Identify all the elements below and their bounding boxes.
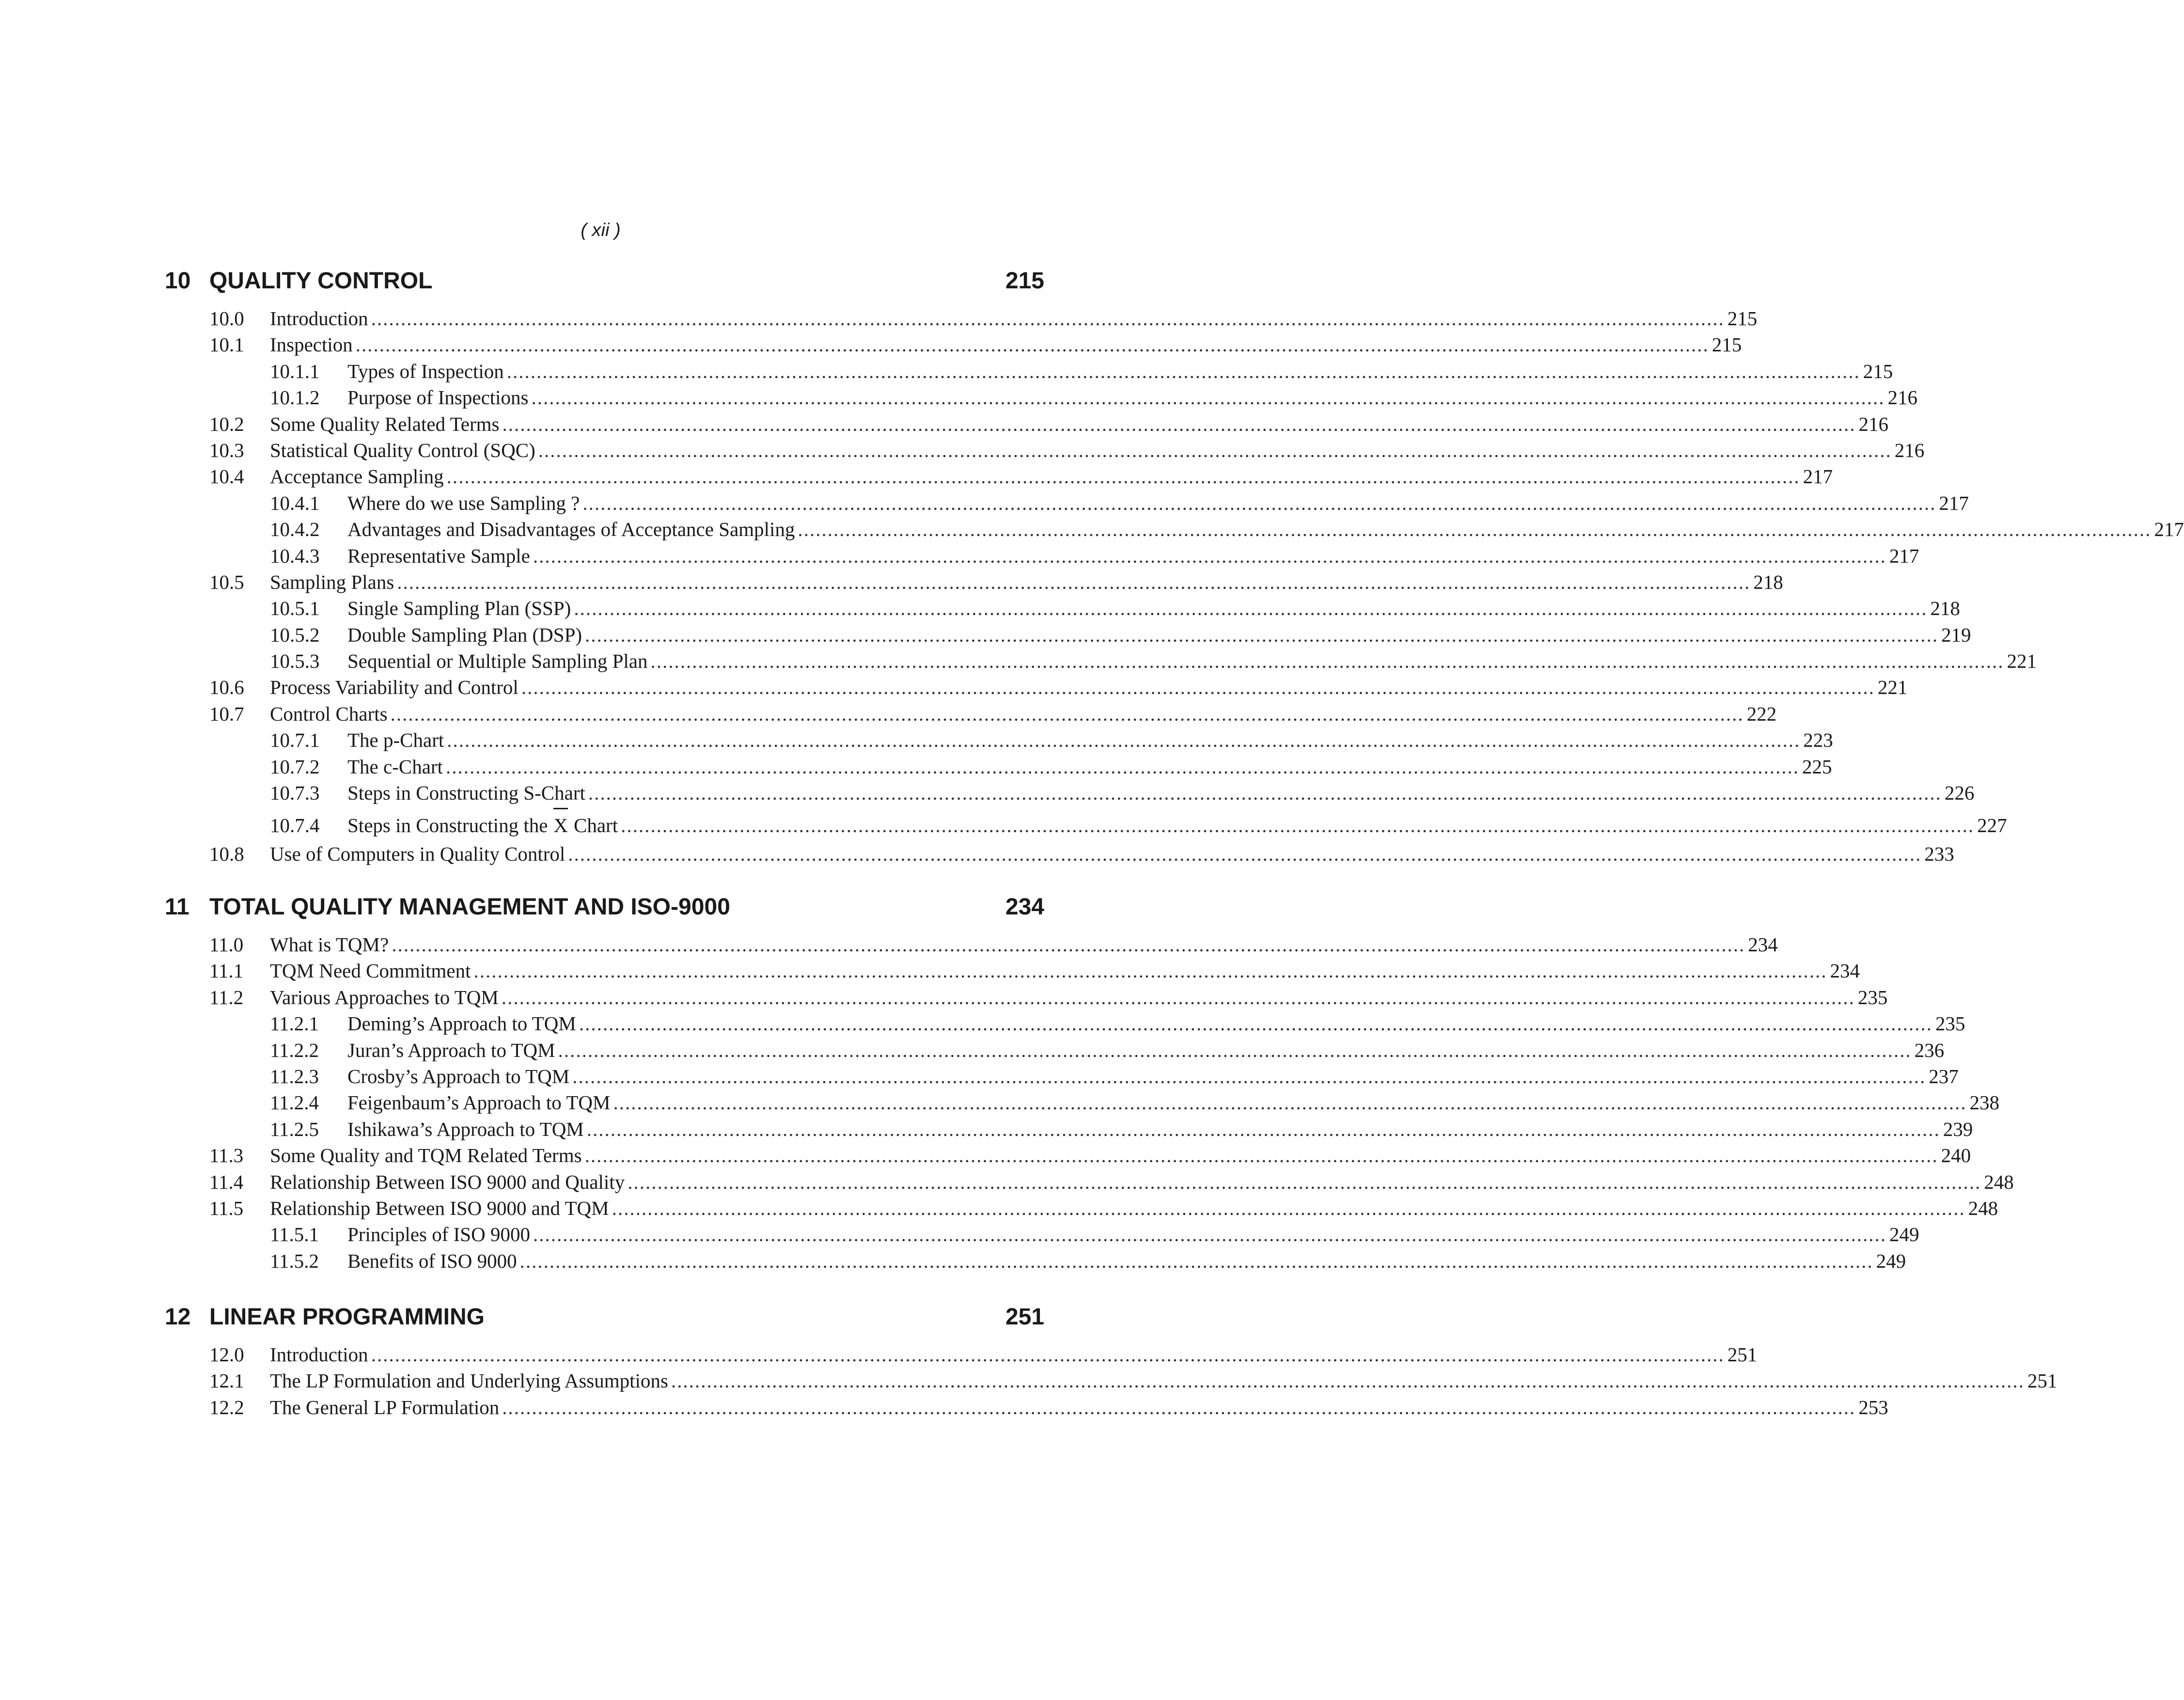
entry-number: 11.5.1 [270, 1223, 319, 1246]
toc-entry [209, 1394, 1888, 1420]
dot-leader: .................................................................................................................................................................................................................................... [502, 412, 1856, 435]
entry-number: 10.4.1 [270, 491, 320, 514]
entry-title: Some Quality and TQM Related Terms [270, 1144, 582, 1167]
entry-title: Purpose of Inspections [347, 386, 529, 409]
toc-subentry [209, 384, 1918, 410]
entry-title: TQM Need Commitment [270, 960, 471, 982]
toc-subentry [209, 754, 1832, 780]
entry-number: 12.2 [209, 1396, 244, 1418]
dot-leader: .................................................................................................................................................................................................................................... [671, 1369, 2025, 1392]
dot-leader: .................................................................................................................................................................................................................................... [502, 1396, 1856, 1418]
entry-number: 10.8 [209, 843, 244, 866]
toc-entry [209, 674, 1908, 700]
entry-number: 10.4 [209, 465, 244, 488]
toc-entry [209, 305, 1758, 331]
entry-page: 249 [1876, 1249, 1906, 1272]
dot-leader: .................................................................................................................................................................................................................................... [445, 755, 1799, 778]
toc-subentry [209, 727, 1833, 753]
entry-title: Advantages and Disadvantages of Acceptance Sampling [347, 518, 795, 541]
entry-number: 11.1 [209, 960, 244, 982]
toc-subentry [209, 1037, 1945, 1063]
chapter-title: LINEAR PROGRAMMING [209, 1304, 485, 1330]
entry-number: 10.4.2 [270, 518, 320, 541]
entry-number: 10.4.3 [270, 544, 320, 567]
dot-leader: .................................................................................................................................................................................................................................... [568, 843, 1922, 866]
dot-leader: .................................................................................................................................................................................................................................... [588, 782, 1942, 804]
entry-title: Steps in Constructing S-Chart [347, 782, 585, 804]
chapter-heading [165, 267, 1044, 296]
chapter-title: TOTAL QUALITY MANAGEMENT AND ISO-9000 [209, 894, 730, 920]
entry-title: Crosby’s Approach to TQM [347, 1065, 570, 1087]
chapter-number: 11 [165, 894, 189, 920]
entry-page: 216 [1894, 439, 1925, 461]
entry-title: Sampling Plans [270, 570, 394, 593]
toc-subentry [209, 1116, 1973, 1142]
toc-subentry [209, 1010, 1965, 1037]
entry-number: 11.2 [209, 986, 244, 1008]
dot-leader: .................................................................................................................................................................................................................................... [586, 1118, 1940, 1140]
toc-entry [209, 1195, 1998, 1221]
entry-title: Benefits of ISO 9000 [347, 1249, 517, 1272]
entry-number: 11.3 [209, 1144, 244, 1167]
entry-number: 11.2.2 [270, 1039, 319, 1061]
toc-subentry [209, 806, 2007, 841]
entry-title: Sequential or Multiple Sampling Plan [347, 650, 648, 673]
entry-number: 11.2.4 [270, 1091, 319, 1114]
entry-title: Single Sampling Plan (SSP) [347, 597, 571, 620]
entry-number: 12.0 [209, 1343, 244, 1366]
toc-entry [209, 331, 1742, 358]
entry-page: 249 [1889, 1223, 1919, 1246]
entry-title: The General LP Formulation [270, 1396, 500, 1418]
dot-leader: .................................................................................................................................................................................................................................... [533, 1223, 1886, 1246]
dot-leader: .................................................................................................................................................................................................................................... [650, 650, 2004, 673]
entry-number: 10.5 [209, 570, 244, 593]
dot-leader: .................................................................................................................................................................................................................................... [613, 1091, 1967, 1114]
dot-leader: .................................................................................................................................................................................................................................... [531, 386, 1885, 409]
toc-entry [209, 463, 1833, 489]
entry-page: 240 [1941, 1144, 1971, 1167]
entry-page: 226 [1944, 782, 1975, 804]
entry-title: The p-Chart [347, 729, 444, 752]
entry-number: 10.1.1 [270, 360, 320, 382]
dot-leader: .................................................................................................................................................................................................................................... [446, 465, 1800, 488]
entry-number: 11.4 [209, 1170, 244, 1193]
entry-page: 218 [1930, 597, 1960, 620]
toc-entry [209, 411, 1888, 437]
dot-leader: .................................................................................................................................................................................................................................... [582, 491, 1936, 514]
entry-page: 236 [1914, 1039, 1945, 1061]
toc-subentry [209, 1063, 1959, 1089]
chapter-page: 215 [1005, 268, 1044, 294]
entry-number: 11.5.2 [270, 1249, 319, 1272]
toc-entries [209, 931, 2014, 1274]
dot-leader: .................................................................................................................................................................................................................................... [533, 544, 1886, 567]
entry-page: 217 [2154, 518, 2184, 541]
entry-number: 10.0 [209, 307, 244, 330]
entry-number: 11.2.3 [270, 1065, 319, 1087]
dot-leader: .................................................................................................................................................................................................................................... [628, 1170, 1981, 1193]
entry-number: 11.0 [209, 933, 244, 956]
entry-page: 215 [1727, 307, 1758, 330]
entry-title: Some Quality Related Terms [270, 412, 500, 435]
entry-title: Deming’s Approach to TQM [347, 1012, 576, 1035]
chapter-12 [165, 1303, 2058, 1420]
entry-title: Use of Computers in Quality Control [270, 843, 566, 866]
dot-leader: .................................................................................................................................................................................................................................... [506, 360, 1860, 382]
dot-leader: .................................................................................................................................................................................................................................... [558, 1039, 1912, 1061]
chapter-title: QUALITY CONTROL [209, 268, 433, 294]
toc-subentry [209, 543, 1919, 569]
entry-title: Representative Sample [347, 544, 530, 567]
toc-subentry [209, 490, 1969, 516]
entry-number: 10.3 [209, 439, 244, 461]
toc-entries [209, 1341, 2058, 1420]
dot-leader: .................................................................................................................................................................................................................................... [392, 933, 1745, 956]
entry-title-part: Chart [574, 814, 618, 837]
entry-title [347, 810, 618, 841]
entry-page: 215 [1863, 360, 1893, 382]
entry-title: Introduction [270, 1343, 368, 1366]
entry-title: Feigenbaum’s Approach to TQM [347, 1091, 611, 1114]
entry-title: Statistical Quality Control (SQC) [270, 439, 535, 461]
dot-leader: .................................................................................................................................................................................................................................... [579, 1012, 1933, 1035]
chapter-11 [165, 893, 2014, 1274]
entry-page: 222 [1746, 702, 1777, 725]
toc-entry [209, 841, 1954, 867]
toc-entry [209, 1341, 1758, 1368]
entry-page: 248 [1968, 1196, 1998, 1219]
entry-title: Ishikawa’s Approach to TQM [347, 1118, 584, 1140]
dot-leader: .................................................................................................................................................................................................................................... [798, 518, 2152, 541]
entry-number: 10.7.2 [270, 755, 320, 778]
toc-subentry [209, 780, 1975, 806]
entry-title-part: Steps in Constructing the [347, 814, 548, 837]
entry-page: 216 [1887, 386, 1918, 409]
entry-page: 218 [1753, 570, 1783, 593]
entry-title: Acceptance Sampling [270, 465, 444, 488]
dot-leader: .................................................................................................................................................................................................................................... [612, 1196, 1965, 1219]
entry-number: 10.5.3 [270, 650, 320, 673]
dot-leader: .................................................................................................................................................................................................................................... [447, 729, 1801, 752]
dot-leader: .................................................................................................................................................................................................................................... [584, 1144, 1938, 1167]
entry-title: Relationship Between ISO 9000 and Quality [270, 1170, 625, 1193]
entry-number: 10.7.4 [270, 814, 320, 837]
entry-page: 233 [1924, 843, 1954, 866]
toc-entry [209, 437, 1925, 463]
entry-page: 248 [1984, 1170, 2014, 1193]
entry-page: 215 [1712, 333, 1742, 356]
dot-leader: .................................................................................................................................................................................................................................... [621, 814, 1975, 837]
toc-subentry [209, 1221, 1919, 1247]
toc-subentry [209, 1089, 1999, 1116]
dot-leader: .................................................................................................................................................................................................................................... [355, 333, 1709, 356]
toc-subentry [209, 622, 1971, 648]
entry-page: 217 [1803, 465, 1833, 488]
entry-number: 10.7 [209, 702, 244, 725]
entry-number: 11.2.1 [270, 1012, 319, 1035]
chapter-number: 10 [165, 268, 191, 294]
entry-title: Various Approaches to TQM [270, 986, 499, 1008]
entry-page: 238 [1969, 1091, 1999, 1114]
entry-title: Control Charts [270, 702, 388, 725]
dot-leader: .................................................................................................................................................................................................................................... [371, 1343, 1725, 1366]
entry-page: 219 [1941, 623, 1971, 646]
toc-entry [209, 701, 1777, 727]
toc-subentry [209, 358, 1893, 384]
entry-title: Juran’s Approach to TQM [347, 1039, 555, 1061]
toc-subentry [209, 595, 1960, 621]
dot-leader: .................................................................................................................................................................................................................................... [574, 597, 1928, 620]
entry-number: 10.5.2 [270, 623, 320, 646]
entry-page: 225 [1802, 755, 1832, 778]
chapter-heading [165, 893, 1044, 922]
entry-title: What is TQM? [270, 933, 389, 956]
entry-number: 10.1.2 [270, 386, 320, 409]
entry-page: 216 [1858, 412, 1888, 435]
toc-subentry [209, 516, 2184, 542]
dot-leader: .................................................................................................................................................................................................................................... [519, 1249, 1873, 1272]
entry-number: 10.2 [209, 412, 244, 435]
entry-page: 221 [1877, 676, 1908, 699]
dot-leader: .................................................................................................................................................................................................................................... [371, 307, 1725, 330]
entry-title: Relationship Between ISO 9000 and TQM [270, 1196, 609, 1219]
entry-page: 251 [2027, 1369, 2058, 1392]
entry-number: 10.7.1 [270, 729, 320, 752]
toc-entry [209, 1169, 2014, 1195]
entry-title: Double Sampling Plan (DSP) [347, 623, 582, 646]
toc-subentry [209, 648, 2037, 674]
toc-entry [209, 569, 1783, 595]
entry-number: 12.1 [209, 1369, 244, 1392]
dot-leader: .................................................................................................................................................................................................................................... [390, 702, 1744, 725]
x-bar-symbol: X [553, 810, 568, 841]
entry-page: 217 [1889, 544, 1919, 567]
dot-leader: .................................................................................................................................................................................................................................... [572, 1065, 1926, 1087]
entry-title: Principles of ISO 9000 [347, 1223, 530, 1246]
entry-number: 10.1 [209, 333, 244, 356]
toc-entry [209, 1142, 1971, 1168]
entry-page: 251 [1727, 1343, 1758, 1366]
entry-page: 234 [1748, 933, 1778, 956]
page-folio: ( xii ) [581, 220, 621, 240]
chapter-page: 234 [1005, 894, 1044, 920]
entry-page: 227 [1977, 814, 2007, 837]
entry-number: 11.5 [209, 1196, 244, 1219]
entry-number: 11.2.5 [270, 1118, 319, 1140]
toc-entry [209, 1368, 2058, 1394]
entry-number: 10.5.1 [270, 597, 320, 620]
entry-page: 237 [1929, 1065, 1959, 1087]
entry-title: Inspection [270, 333, 353, 356]
dot-leader: .................................................................................................................................................................................................................................... [521, 676, 1875, 699]
entry-number: 10.7.3 [270, 782, 320, 804]
entry-title: Where do we use Sampling ? [347, 491, 580, 514]
entry-page: 217 [1939, 491, 1969, 514]
chapter-heading [165, 1303, 1044, 1332]
toc-subentry [209, 1248, 1906, 1274]
entry-page: 235 [1857, 986, 1888, 1008]
entry-page: 239 [1943, 1118, 1973, 1140]
entry-title: Process Variability and Control [270, 676, 519, 699]
entry-title: The LP Formulation and Underlying Assumptions [270, 1369, 668, 1392]
entry-page: 235 [1935, 1012, 1965, 1035]
entry-number: 10.6 [209, 676, 244, 699]
entry-page: 223 [1803, 729, 1833, 752]
entry-page: 221 [2007, 650, 2037, 673]
entry-page: 234 [1830, 960, 1860, 982]
entry-title: Types of Inspection [347, 360, 504, 382]
dot-leader: .................................................................................................................................................................................................................................... [585, 623, 1939, 646]
entry-title: The c-Chart [347, 755, 443, 778]
toc-entry [209, 984, 1888, 1010]
chapter-page: 251 [1005, 1304, 1044, 1330]
entry-title: Introduction [270, 307, 368, 330]
chapter-number: 12 [165, 1304, 191, 1330]
chapter-10 [165, 267, 2184, 867]
toc-entry [209, 958, 1860, 984]
toc-entries [209, 305, 2184, 867]
entry-page: 253 [1858, 1396, 1888, 1418]
dot-leader: .................................................................................................................................................................................................................................... [473, 960, 1827, 982]
dot-leader: .................................................................................................................................................................................................................................... [501, 986, 1855, 1008]
dot-leader: .................................................................................................................................................................................................................................... [397, 570, 1751, 593]
toc-entry [209, 931, 1778, 958]
dot-leader: .................................................................................................................................................................................................................................... [538, 439, 1892, 461]
